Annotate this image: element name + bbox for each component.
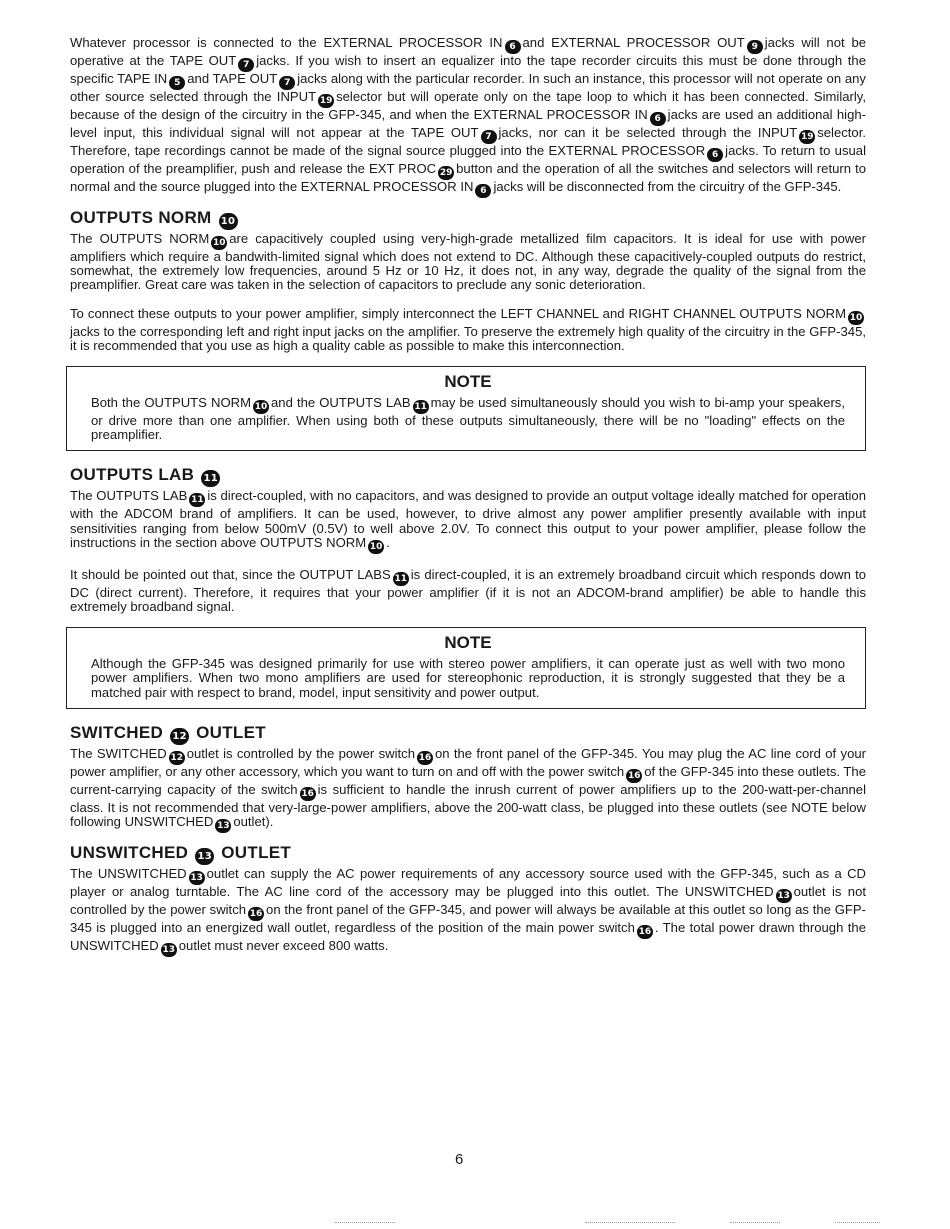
note-box [66,627,866,709]
scan-dots-divider [335,1222,395,1223]
callout-number-icon: 9 [747,40,763,54]
callout-number-icon: 7 [279,76,295,90]
callout-number-icon: 16 [418,752,432,763]
callout-number-icon: 11 [201,470,220,487]
callout-number-icon: 16 [249,909,263,920]
note-text: Both the OUTPUTS NORM 10 and the OUTPUTS LAB 11 may be used simultaneously should you wish to bi-amp your speakers, or drive more than one amplifier. When using both of these outputs simultaneously, there will be no "loading" effects on the preamplifier. [91,395,845,443]
callout-number-icon: 19 [319,96,333,106]
note-title: NOTE [444,633,492,653]
scan-dots-divider [730,1222,780,1223]
unswitched-outlet-heading: UNSWITCHED 13 OUTLET [70,843,866,865]
callout-number-icon: 19 [800,132,814,142]
callout-number-icon: 11 [414,402,427,413]
note-title: NOTE [444,372,492,392]
callout-number-icon: 12 [170,728,189,745]
callout-number-icon: 13 [777,891,790,902]
callout-number-icon: 6 [475,184,491,198]
outputs-norm-connect-paragraph: To connect these outputs to your power amplifier, simply interconnect the LEFT CHANNEL and RIGHT CHANNEL OUTPUTS NORM 10jacks to the corresponding left and right input jacks on the amplifier. To preserve the extremely high quality of the circuitry in the GFP-345, it is recommended that you use as high a quality cable as possible to make this interconnection. [70,305,866,353]
callout-number-icon: 6 [707,148,723,162]
callout-number-icon: 11 [191,495,204,506]
callout-number-icon: 6 [505,40,521,54]
switched-outlet-heading: SWITCHED 12 OUTLET [70,723,866,745]
switched-outlet-paragraph: The SWITCHED 12 outlet is controlled by the power switch 16 on the front panel of the GFP-345. You may plug the AC line cord of your power amplifier, or any other accessory, which you want to turn on and off with the power switch 16 of the GFP-345 into these outlets. The current-carrying capacity of the switch 16 is sufficient to handle the inrush current of power amplifiers up to the 200-watt-per-channel class. It is not recommended that very-large-power amplifiers, above the 200-watt class, be plugged into these outlets (see NOTE below following UNSWITCHED 13 outlet). [70,745,866,832]
note-text: Although the GFP-345 was designed primarily for use with stereo power amplifiers, it can operate just as well with two mono power amplifiers. When two mono amplifiers are used for stereophonic reproduction, it is strongly suggested that they be a matched pair with respect to brand, model, input sensitivity and power output. [91,656,845,700]
intro-paragraph: Whatever processor is connected to the EXTERNAL PROCESSOR IN 6 and EXTERNAL PROCESSOR OUT 9 jacks will not be operative at the TAPE OUT 7 jacks. If you wish to insert an equalizer into the tape recorder circuits this must be done through the specific TAPE IN 5 and TAPE OUT 7 jacks along with the particular recorder. In such an instance, this processor will not operate on any other source selected through the INPUT 19 selector but will operate only on the tape loop to which it has been connected. Similarly, because of the design of the circuitry in the GFP-345, and when the EXTERNAL PROCESSOR IN 6 jacks are used an additional high-level input, this individual signal will not appear at the TAPE OUT 7 jacks, nor can it be selected through the INPUT 19 selector. Therefore, tape recordings cannot be made of the signal source plugged into the EXTERNAL PROCESSOR 6 jacks. To return to usual operation of the preamplifier, push and release the EXT PROC 29 button and the operation of all the switches and selectors will return to normal and the source plugged into the EXTERNAL PROCESSOR IN 6 jacks will be disconnected from the circuitry of the GFP-345. [70,35,867,196]
callout-number-icon: 10 [254,402,268,413]
callout-number-icon: 16 [627,770,641,781]
callout-number-icon: 10 [849,312,863,323]
callout-number-icon: 7 [481,130,497,144]
outputs-lab-heading: OUTPUTS LAB 11 [70,465,866,487]
callout-number-icon: 10 [219,213,238,230]
outputs-norm-paragraph: The OUTPUTS NORM 10 are capacitively coupled using very-high-grade metallized film capacitors. It is ideal for use with power amplifiers which require a bandwith-limited signal which does not extend to DC. Although these capacitively-coupled outputs do restrict, somewhat, the extremely low frequencies, around 5 Hz or 10 Hz, it does not, in any way, degrade the quality of the signal from the preamplifier. Great care was taken in the selection of capacitors to preclude any sonic deterioration. [70,231,867,293]
outputs-norm-heading: OUTPUTS NORM 10 [70,208,866,230]
callout-number-icon: 13 [190,873,203,884]
scan-dots-divider [835,1222,880,1223]
callout-number-icon: 13 [195,848,214,865]
callout-number-icon: 13 [217,821,230,832]
callout-number-icon: 5 [169,76,185,90]
callout-number-icon: 11 [394,573,407,584]
callout-number-icon: 6 [650,112,666,126]
outputs-lab-broadband-paragraph: It should be pointed out that, since the OUTPUT LABS 11 is direct-coupled, it is an extremely broadband circuit which responds down to DC (direct current). Therefore, it requires that your power amplifier (if it is not an ADCOM-brand amplifier) be able to handle this extremely broadband signal. [70,566,866,615]
unswitched-outlet-paragraph: The UNSWITCHED 13 outlet can supply the AC power requirements of any accessory source used with the GFP-345, such as a CD player or analog turntable. The AC line cord of the accessory may be plugged into this outlet. The UNSWITCHED 13 outlet is not controlled by the power switch 16 on the front panel of the GFP-345, and power will always be available at this outlet so long as the GFP-345 is plugged into an energized wall outlet, regardless of the position of the main power switch 16 . The total power drawn through the UNSWITCHED 13 outlet must never exceed 800 watts. [70,866,866,956]
note-box [66,366,866,451]
outputs-lab-paragraph: The OUTPUTS LAB 11 is direct-coupled, with no capacitors, and was designed to provide an output voltage ideally matched for operation with the ADCOM brand of amplifiers. It can be used, however, to drive almost any power amplifier presently available with input sensitivities ranging from below 500mV (0.5V) to well above 2.0V. To connect this output to your power amplifier, please follow the instructions in the section above OUTPUTS NORM 10 . [70,488,866,552]
callout-number-icon: 10 [369,541,383,552]
callout-number-icon: 12 [170,752,183,763]
scan-dots-divider [585,1222,675,1223]
page-number: 6 [455,1151,464,1168]
manual-page [70,36,866,957]
callout-number-icon: 10 [213,238,226,248]
callout-number-icon: 13 [162,945,176,956]
callout-number-icon: 16 [638,927,652,938]
callout-number-icon: 29 [439,168,453,178]
callout-number-icon: 7 [238,58,254,72]
callout-number-icon: 16 [301,788,314,799]
